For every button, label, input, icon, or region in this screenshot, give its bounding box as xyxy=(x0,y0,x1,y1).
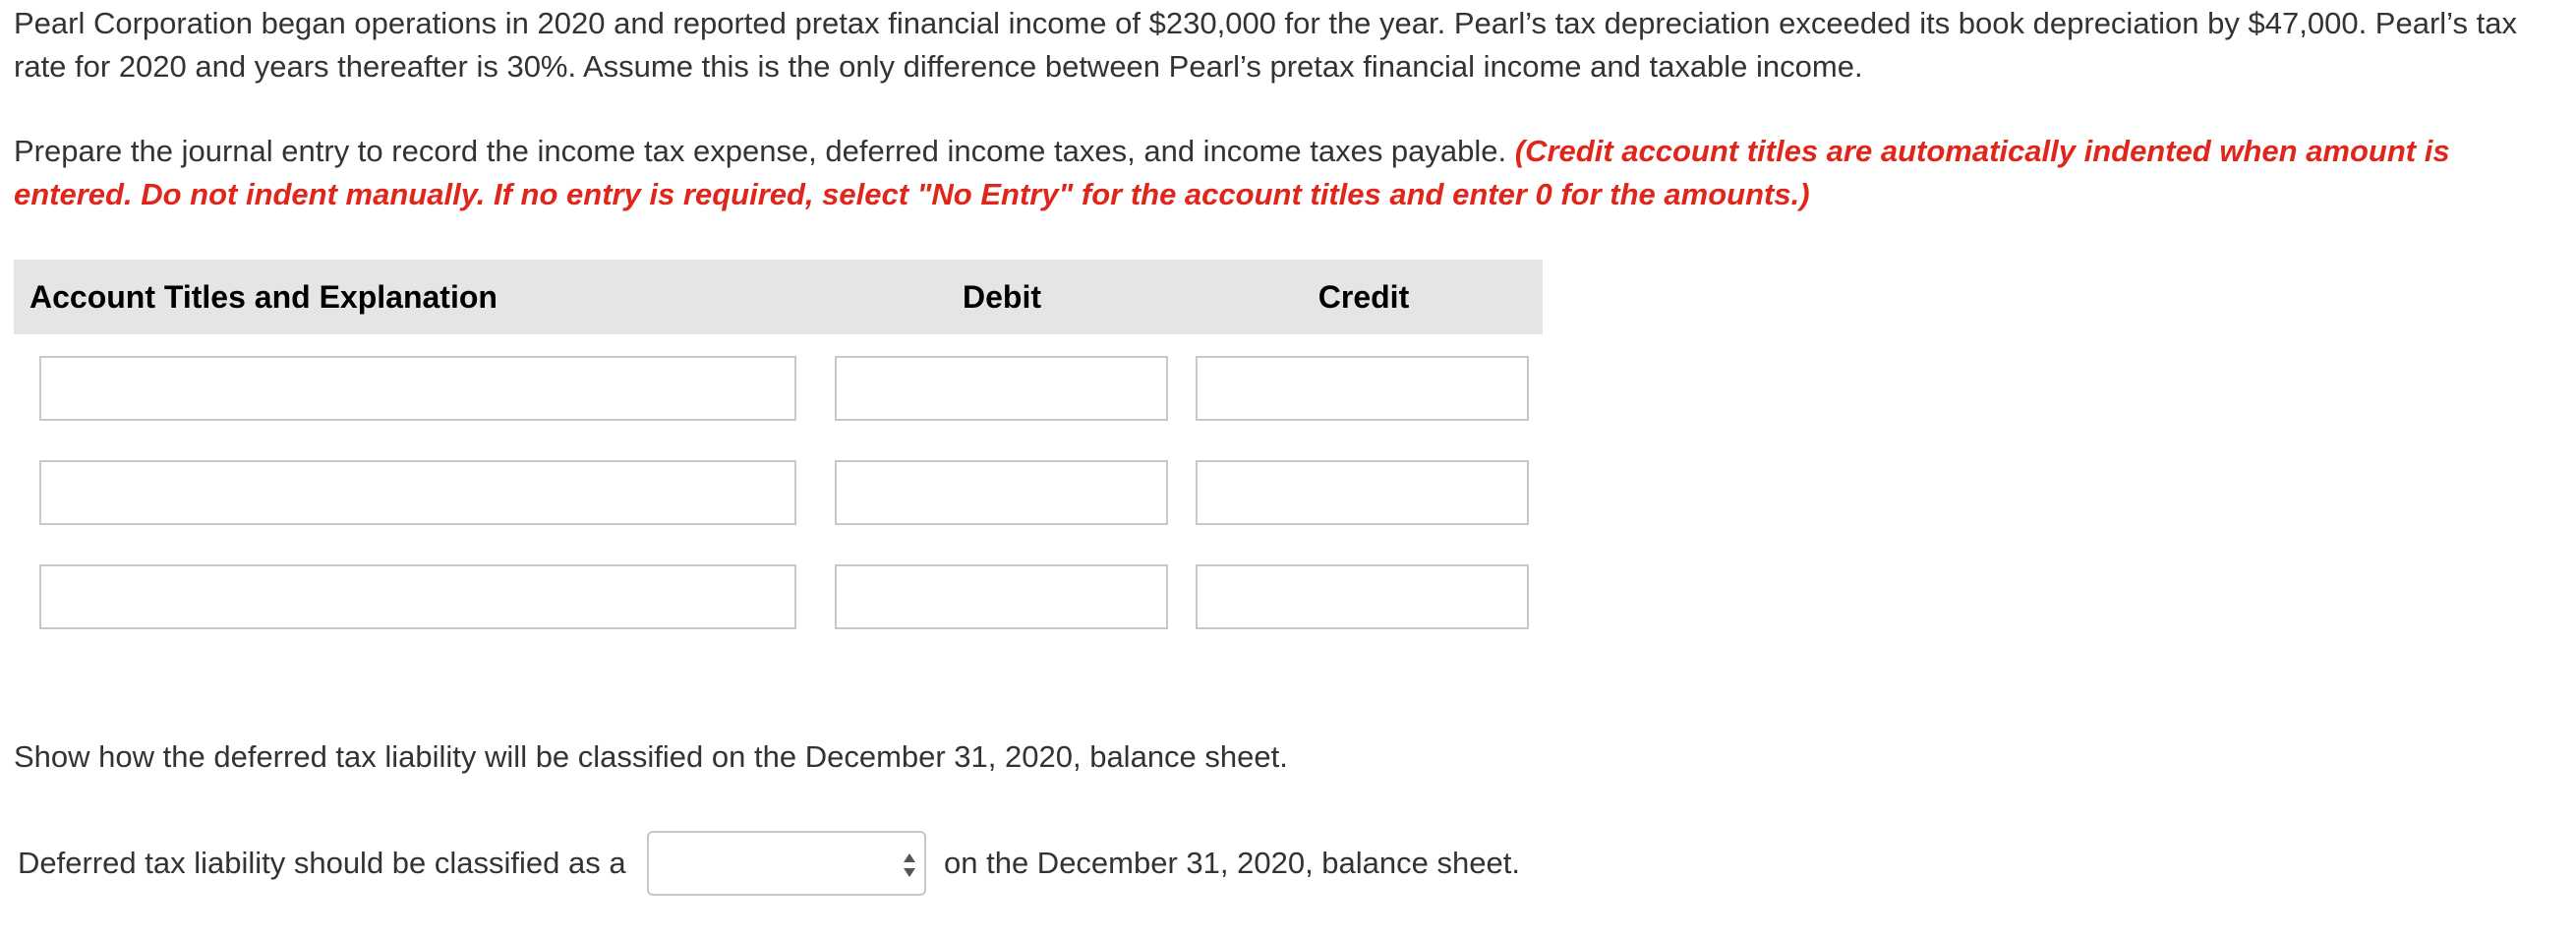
classification-select[interactable] xyxy=(647,831,926,896)
classification-question: Show how the deferred tax liability will be classified on the December 31, 2020, balance sheet. xyxy=(14,739,1288,774)
journal-row-3 xyxy=(0,564,1573,629)
account-title-input-3[interactable] xyxy=(39,564,796,629)
debit-input-2[interactable] xyxy=(835,460,1168,525)
select-arrows-icon xyxy=(903,850,916,881)
classification-prefix: Deferred tax liability should be classified as a xyxy=(18,846,626,880)
instruction-note: (Credit account titles are automatically indented when amount is entered. Do not indent manually. If no entry is required, select "No Entry" for the account titles and enter 0 for the amounts.) xyxy=(14,134,2450,211)
credit-input-1[interactable] xyxy=(1196,356,1529,421)
problem-statement: Pearl Corporation began operations in 2020 and reported pretax financial income of $230,000 for the year. Pearl’s tax depreciation exceeded its book depreciation by $47,000. Pearl’s tax rate for 2020 and years thereafter is 30%. Assume this is the only difference between Pearl’s pretax financial income and taxable income. xyxy=(14,6,2517,84)
credit-input-2[interactable] xyxy=(1196,460,1529,525)
classification-suffix: on the December 31, 2020, balance sheet. xyxy=(944,846,1520,880)
credit-header: Credit xyxy=(1317,279,1410,315)
debit-input-3[interactable] xyxy=(835,564,1168,629)
instruction-main: Prepare the journal entry to record the income tax expense, deferred income taxes, and income taxes payable. xyxy=(14,134,1515,168)
debit-header: Debit xyxy=(963,279,1041,315)
journal-row-2 xyxy=(0,460,1573,525)
debit-input-1[interactable] xyxy=(835,356,1168,421)
journal-table-header xyxy=(14,260,1543,334)
account-title-input-2[interactable] xyxy=(39,460,796,525)
account-title-input-1[interactable] xyxy=(39,356,796,421)
account-titles-header: Account Titles and Explanation xyxy=(29,279,498,315)
credit-input-3[interactable] xyxy=(1196,564,1529,629)
instruction-text xyxy=(14,130,2560,216)
journal-row-1 xyxy=(0,356,1573,421)
